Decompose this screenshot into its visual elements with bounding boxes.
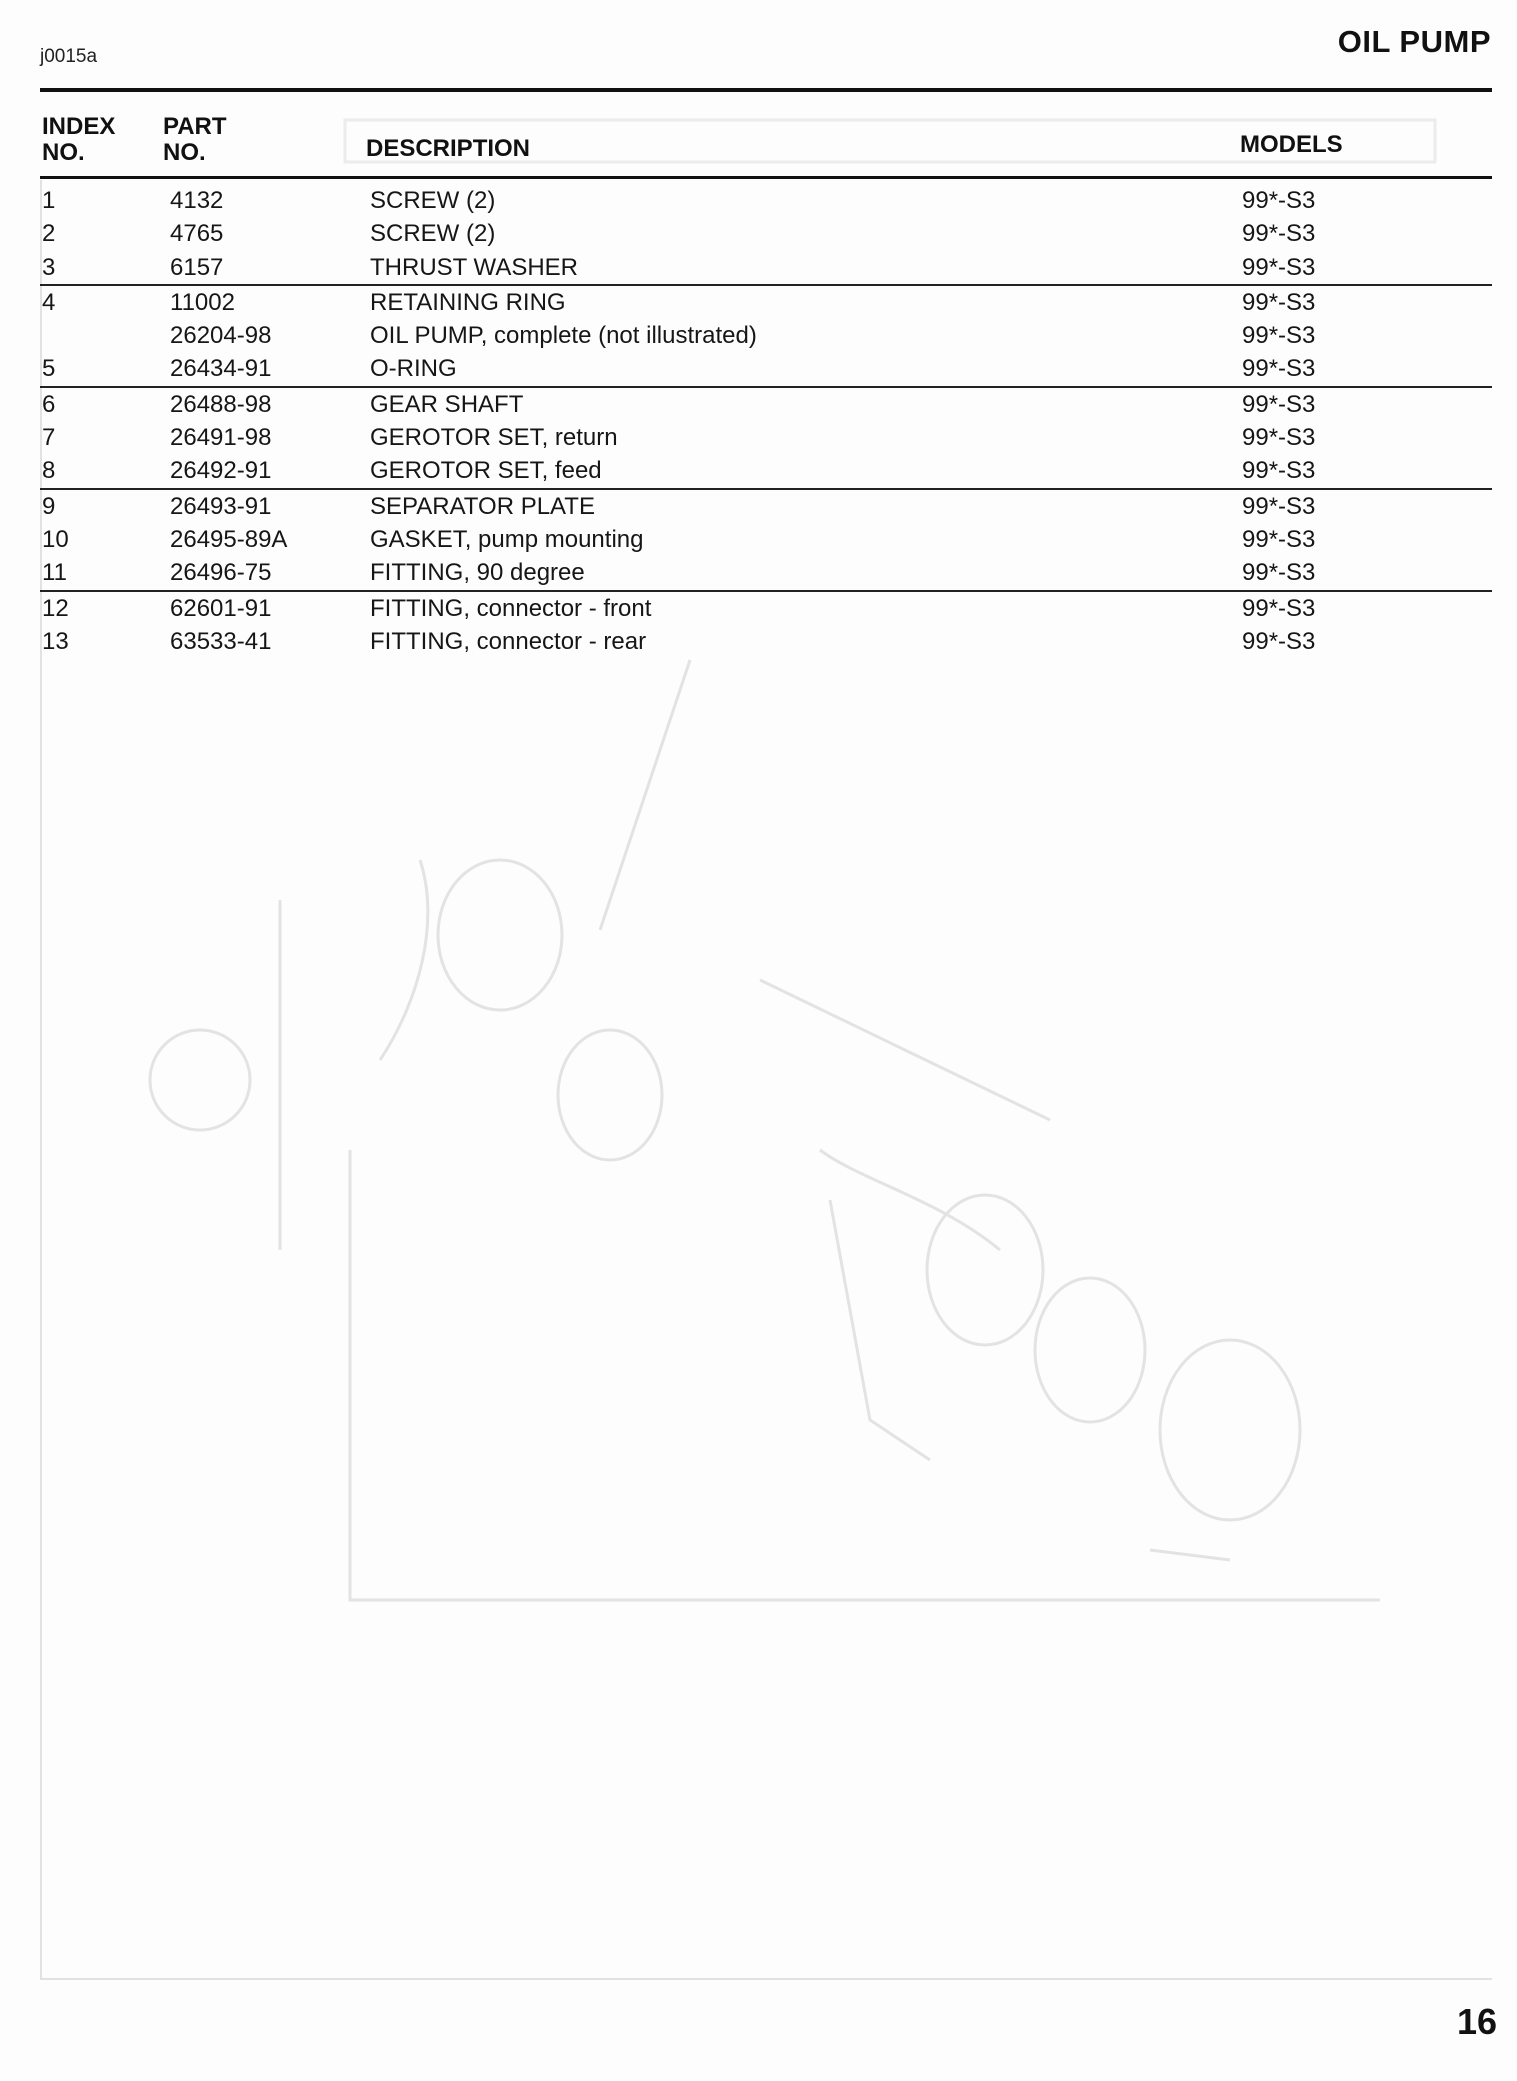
page-title: OIL PUMP: [1337, 24, 1491, 59]
table-row: [0, 454, 1517, 487]
column-header-index-line1: INDEX: [42, 113, 116, 140]
cell-part-number: 6157: [170, 253, 224, 281]
cell-description: SEPARATOR PLATE: [370, 492, 595, 520]
cell-index: 10: [42, 525, 69, 553]
table-row: [0, 217, 1517, 250]
cell-description: OIL PUMP, complete (not illustrated): [370, 322, 757, 350]
cell-index: 5: [42, 355, 56, 383]
table-row: [0, 251, 1517, 284]
cell-description: GEROTOR SET, feed: [370, 457, 602, 485]
cell-models: 99*-S3: [1242, 253, 1316, 281]
table-row: [40, 590, 1492, 625]
cell-index: 13: [42, 627, 69, 655]
cell-description: GASKET, pump mounting: [370, 525, 644, 553]
cell-part-number: 26491-98: [170, 424, 272, 452]
cell-models: 99*-S3: [1242, 390, 1316, 418]
table-row: [0, 523, 1517, 556]
column-header-index-line2: NO.: [42, 139, 85, 166]
table-row: [0, 556, 1517, 589]
cell-index: 7: [42, 424, 56, 452]
cell-description: THRUST WASHER: [370, 253, 579, 281]
document-id: j0015a: [40, 46, 98, 67]
cell-index: 9: [42, 492, 56, 520]
frame-bottom-line: [40, 1978, 1492, 1980]
cell-models: 99*-S3: [1242, 525, 1316, 553]
cell-index: 11: [42, 559, 67, 587]
cell-models: 99*-S3: [1242, 457, 1316, 485]
cell-index: 2: [42, 220, 56, 248]
cell-part-number: 26496-75: [170, 559, 272, 587]
cell-part-number: 4132: [170, 187, 224, 214]
cell-models: 99*-S3: [1242, 355, 1316, 383]
cell-description: GEAR SHAFT: [370, 390, 524, 418]
column-header-rule: [40, 176, 1492, 179]
cell-part-number: 26493-91: [170, 492, 272, 520]
cell-index: 1: [42, 187, 56, 214]
cell-description: FITTING, connector - front: [370, 594, 652, 622]
cell-index: 4: [42, 288, 56, 316]
column-header-part-line1: PART: [163, 113, 227, 140]
cell-description: SCREW (2): [370, 187, 496, 214]
cell-description: SCREW (2): [370, 220, 496, 248]
page-number: 16: [1456, 2001, 1497, 2042]
cell-index: 12: [42, 594, 69, 622]
cell-models: 99*-S3: [1242, 424, 1316, 452]
table-row: [0, 421, 1517, 454]
table-row: [40, 386, 1492, 421]
cell-models: 99*-S3: [1242, 627, 1316, 655]
cell-part-number: 11002: [170, 288, 235, 316]
column-header-index: [42, 114, 115, 166]
column-header-part-line2: NO.: [163, 139, 206, 166]
cell-description: FITTING, connector - rear: [370, 627, 647, 655]
column-header-part: [163, 114, 227, 166]
cell-models: 99*-S3: [1242, 559, 1316, 587]
table-row: [40, 488, 1492, 523]
cell-models: 99*-S3: [1242, 220, 1316, 248]
parts-table-body: [0, 184, 1517, 658]
cell-models: 99*-S3: [1242, 322, 1316, 350]
cell-part-number: 26204-98: [170, 322, 272, 350]
cell-index: 6: [42, 390, 56, 418]
table-row: [0, 319, 1517, 352]
cell-description: GEROTOR SET, return: [370, 424, 618, 452]
cell-description: RETAINING RING: [370, 288, 566, 316]
cell-part-number: 62601-91: [170, 594, 272, 622]
cell-models: 99*-S3: [1242, 187, 1316, 214]
table-row: [0, 184, 1517, 217]
cell-part-number: 26495-89A: [170, 525, 288, 553]
table-row: [0, 625, 1517, 658]
cell-part-number: 26434-91: [170, 355, 272, 383]
table-row: [40, 284, 1492, 319]
cell-description: O-RING: [370, 355, 457, 383]
cell-models: 99*-S3: [1242, 594, 1316, 622]
header-rule: [40, 88, 1492, 92]
column-header-models: MODELS: [1240, 131, 1343, 158]
cell-models: 99*-S3: [1242, 492, 1316, 520]
cell-models: 99*-S3: [1242, 288, 1316, 316]
cell-part-number: 26488-98: [170, 390, 272, 418]
column-header-description: DESCRIPTION: [366, 135, 531, 162]
cell-index: 8: [42, 457, 56, 485]
cell-part-number: 63533-41: [170, 627, 272, 655]
cell-part-number: 4765: [170, 220, 224, 248]
table-row: [0, 352, 1517, 385]
cell-part-number: 26492-91: [170, 457, 272, 485]
cell-description: FITTING, 90 degree: [370, 559, 585, 587]
cell-index: 3: [42, 253, 56, 281]
